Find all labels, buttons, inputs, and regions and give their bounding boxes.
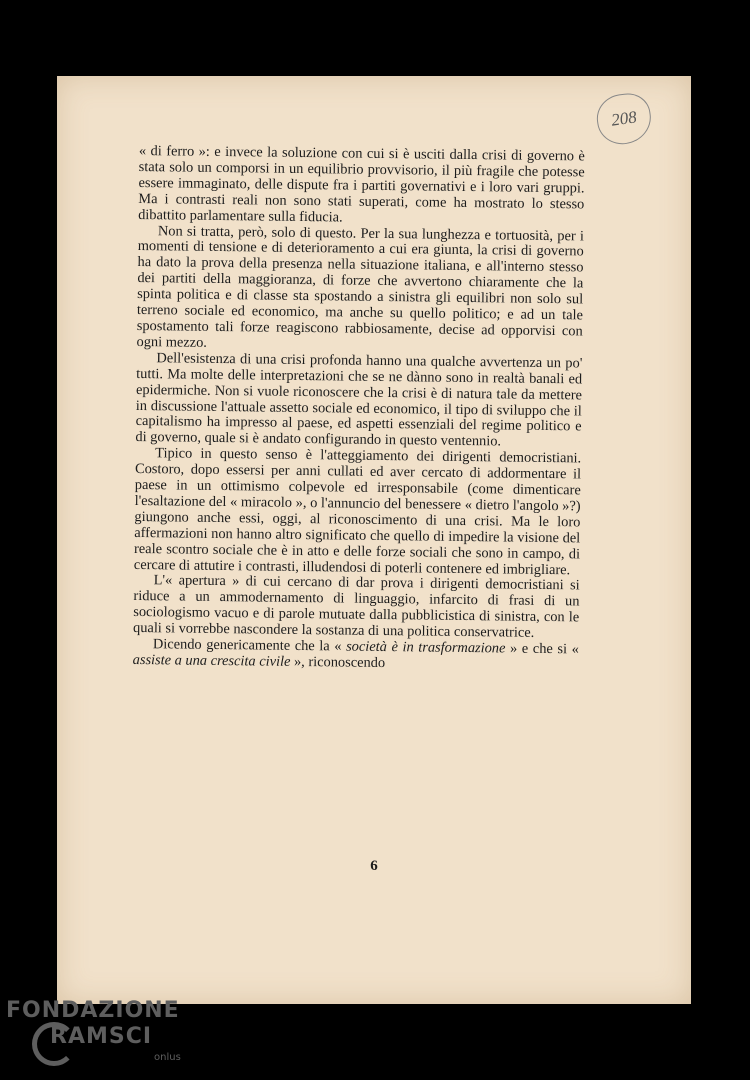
- paragraph-6-middle: » e che si «: [505, 640, 579, 658]
- page-number: 6: [370, 858, 378, 874]
- paragraph-6-after: », riconoscendo: [290, 653, 386, 672]
- logo-line-2: RAMSCI: [50, 1024, 153, 1049]
- paragraph-6-italic-2: assiste a una crescita civile: [132, 651, 291, 670]
- paragraph-6-before: Dicendo genericamente che la «: [152, 636, 347, 655]
- paragraph-6: [133, 637, 579, 674]
- fondazione-gramsci-logo: [6, 998, 181, 1063]
- document-page: [57, 76, 691, 1004]
- paragraph-1: « di ferro »: e invece la soluzione con cui si è usciti dalla crisi di governo è stata solo un comporsi in un equilibrio provvisorio, il più fragile che potesse essere immaginato, delle dispute fra i partiti governativi e i loro vari gruppi. Ma i contrasti reali non sono stati superati, come ha mostrato lo stesso dibattito parlamentare sulla fiducia.: [138, 143, 585, 226]
- body-text: [133, 144, 585, 674]
- logo-g-icon: [32, 1022, 76, 1066]
- logo-suffix: onlus: [154, 1052, 181, 1063]
- paragraph-6-italic-1: società è in trasformazione: [346, 638, 506, 657]
- paragraph-5: L'« apertura » di cui cercano di dar prova i dirigenti democristiani si riduce a un ammodernamento di linguaggio, infarcito di frasi di un sociologismo vacuo e di parole mutuate dalla pubblicistica di sinistra, con le quali si vorrebbe nascondere la sostanza di una politica conservatrice.: [132, 572, 580, 642]
- paragraph-4: Tipico in questo senso è l'atteggiamento dei dirigenti democristiani. Costoro, dopo essersi per anni cullati ed aver cercato di addormentare il paese in un ottimismo colpevole ed irresponsabile (come dimenticare l'esaltazione del « miracolo », o l'annuncio del benessere « dietro l'angolo »?) giungono anche essi, oggi, al riconoscimento di una crisi. Ma le loro affermazioni non hanno altro significato che quello di impedire la visione del reale scontro sociale che è in atto e delle forze sociali che sono in campo, di cercare di attutire i contrasti, illudendosi di poterli contenere ed imbrigliare.: [133, 445, 582, 578]
- paragraph-2: Non si tratta, però, solo di questo. Per la sua lunghezza e tortuosità, per i momenti di tensione e di deterioramento a cui era giunta, la crisi di governo ha dato la prova della presenza nella situazione italiana, e all'interno stesso dei partiti della maggioranza, di forze che avvertono chiaramente che la spinta politica e di classe sta spostando a sinistra gli equilibri non solo sul terreno sociale ed economico, ma anche su quello politico; e ad un tale spostamento tali forze reagiscono rabbiosamente, decise ad opporvisi con ogni mezzo.: [136, 222, 585, 351]
- archive-number: 208: [594, 90, 654, 147]
- logo-line-1: FONDAZIONE: [6, 998, 180, 1023]
- paragraph-3: Dell'esistenza di una crisi profonda hanno una qualche avvertenza un po' tutti. Ma molte delle interpretazioni che se ne dànno sono in realtà banali ed epidermiche. Non si vuole riconoscere che la crisi è di natura tale da mettere in discussione l'attuale assetto sociale ed economico, il tipo di sviluppo che il capitalismo ha impresso al paese, ed aspetti essenziali del regime politico e di governo, quale si è andato configurando in questo ventennio.: [135, 350, 583, 450]
